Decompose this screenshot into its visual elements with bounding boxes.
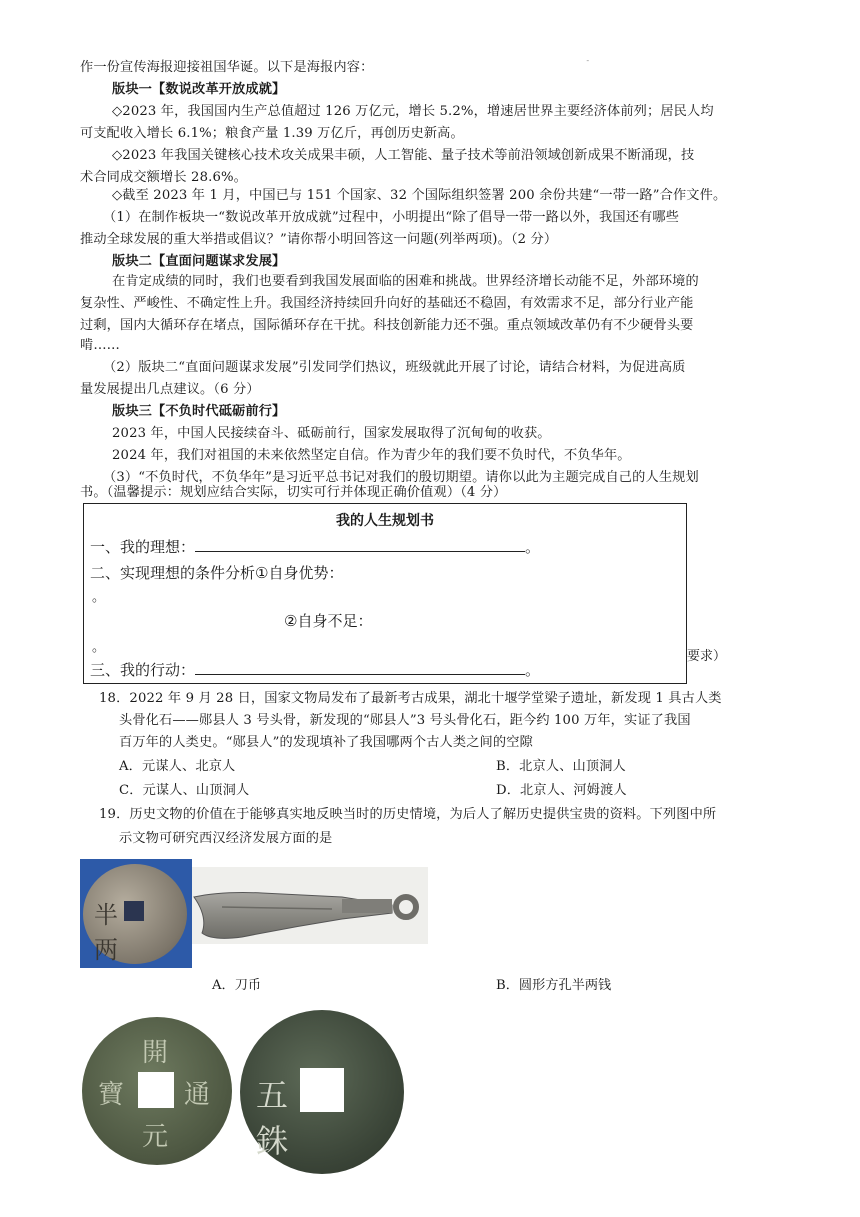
banliang-coin-image (80, 859, 192, 968)
q18-line-c: 百万年的人类史。“郧县人”的发现填补了我国哪两个古人类之间的空隙 (119, 735, 533, 750)
kaiyuan-char-bottom: 元 (142, 1122, 169, 1152)
q2-line-a: （2）版块二“直面问题谋求发展”引发同学们热议，班级就此开展了讨论，请结合材料，为促进高质 (103, 360, 686, 375)
knife-coin-image (192, 867, 428, 944)
block1-p3: ◇截至 2023 年 1 月，中国已与 151 个国家、32 个国际组织签署 200 余份共建“一带一路”合作文件。 (112, 188, 727, 203)
kaiyuan-char-right: 通 (184, 1080, 211, 1110)
block2-line-3: 过剩，国内大循环存在堵点，国际循环存在干扰。科技创新能力还不强。重点领域改革仍有不少硬骨头要 (80, 318, 694, 333)
block1-p2b: 术合同成交额增长 28.6%。 (80, 170, 248, 185)
block1-p1a: ◇2023 年，我国国内生产总值超过 126 万亿元，增长 5.2%，增速居世界主要经济体前列；居民人均 (112, 104, 714, 119)
life-plan-box (83, 503, 687, 684)
q18-line-a: 18．2022 年 9 月 28 日，国家文物局发布了最新考古成果，湖北十堰学堂梁子遗址，新发现 1 具古人类 (99, 691, 722, 706)
kaiyuan-char-left: 寶 (98, 1080, 125, 1110)
life-plan-title: 我的人生规划书 (336, 513, 434, 529)
plan-conditions-end: 。 (92, 590, 106, 605)
q1-line-b: 推动全球发展的重大举措或倡议？”请你帮小明回答这一问题(列举两项)。（2 分） (80, 232, 558, 247)
block2-line-2: 复杂性、严峻性、不确定性上升。我国经济持续回升向好的基础还不稳固，有效需求不足，部分行业产能 (80, 296, 694, 311)
q19-option-a[interactable]: A．刀币 (212, 978, 262, 993)
stray-mark: ˉ (586, 60, 590, 68)
q3-line-b: 书。（温馨提示：规划应结合实际，切实可行并体现正确价值观）（4 分） (80, 485, 507, 500)
kaiyuan-coin-image (80, 1014, 236, 1168)
wuzhu-inscription: 五銖 (256, 1076, 349, 1160)
plan-weakness-label: ②自身不足： (284, 612, 373, 630)
plan-conditions-label: 二、实现理想的条件分析①自身优势： (90, 564, 344, 582)
plan-action-blank[interactable] (195, 660, 525, 675)
plan-ideal-label: 一、我的理想： (90, 538, 196, 556)
block1-heading: 版块一【数说改革开放成就】 (112, 82, 286, 97)
kaiyuan-char-top: 開 (142, 1038, 169, 1068)
q19-line-a: 19．历史文物的价值在于能够真实地反映当时的历史情境，为后人了解历史提供宝贵的资料。下列图中所 (99, 807, 717, 822)
block2-heading: 版块二【直面问题谋求发展】 (112, 254, 286, 269)
plan-overflow-text: 要求） (687, 649, 727, 664)
plan-action-label: 三、我的行动： (90, 661, 196, 679)
block3-line-1: 2023 年，中国人民接续奋斗、砥砺前行，国家发展取得了沉甸甸的收获。 (112, 426, 551, 441)
block2-line-1: 在肯定成绩的同时，我们也要看到我国发展面临的困难和挑战。世界经济增长动能不足，外部环境的 (112, 274, 699, 289)
block1-p2a: ◇2023 年我国关键核心技术攻关成果丰硕，人工智能、量子技术等前沿领域创新成果不断涌现，技 (112, 148, 695, 163)
q19-line-b: 示文物可研究西汉经济发展方面的是 (119, 831, 333, 846)
q18-option-b[interactable]: B．北京人、山顶洞人 (496, 759, 626, 774)
knife-coin-icon (192, 867, 428, 944)
q1-line-a: （1）在制作板块一“数说改革开放成就”过程中，小明提出“除了倡导一带一路以外，我国还有哪些 (103, 210, 680, 225)
wuzhu-coin-image (238, 1008, 408, 1176)
q18-option-a[interactable]: A．元谋人、北京人 (119, 759, 236, 774)
q18-line-b: 头骨化石——郧县人 3 号头骨，新发现的“郧县人”3 号头骨化石，距今约 100 万年，实证了我国 (119, 713, 691, 728)
q3-line-a: （3）“不负时代，不负华年”是习近平总书记对我们的殷切期望。请你以此为主题完成自己的人生规划 (103, 470, 699, 485)
block2-line-4: 啃…… (80, 338, 121, 353)
plan-weakness-end: 。 (92, 640, 106, 655)
coin-square-hole (138, 1072, 174, 1108)
plan-ideal-end: 。 (525, 538, 541, 556)
block3-line-2: 2024 年，我们对祖国的未来依然坚定自信。作为青少年的我们要不负时代，不负华年。 (112, 448, 631, 463)
plan-ideal-blank[interactable] (195, 537, 525, 552)
q2-line-b: 量发展提出几点建议。（6 分） (80, 382, 260, 397)
q18-option-c[interactable]: C．元谋人、山顶洞人 (119, 783, 250, 798)
banliang-inscription: 半两 (94, 901, 146, 964)
intro-text: 作一份宣传海报迎接祖国华诞。以下是海报内容： (80, 60, 374, 75)
plan-ideal-row (90, 536, 540, 557)
plan-action-end: 。 (525, 661, 541, 679)
q18-option-d[interactable]: D．北京人、河姆渡人 (496, 783, 627, 798)
block1-p1b: 可支配收入增长 6.1%；粮食产量 1.39 万亿斤，再创历史新高。 (80, 126, 464, 141)
q19-option-b[interactable]: B．圆形方孔半两钱 (496, 978, 612, 993)
plan-action-row (90, 659, 540, 680)
block3-heading: 版块三【不负时代砥砺前行】 (112, 404, 286, 419)
